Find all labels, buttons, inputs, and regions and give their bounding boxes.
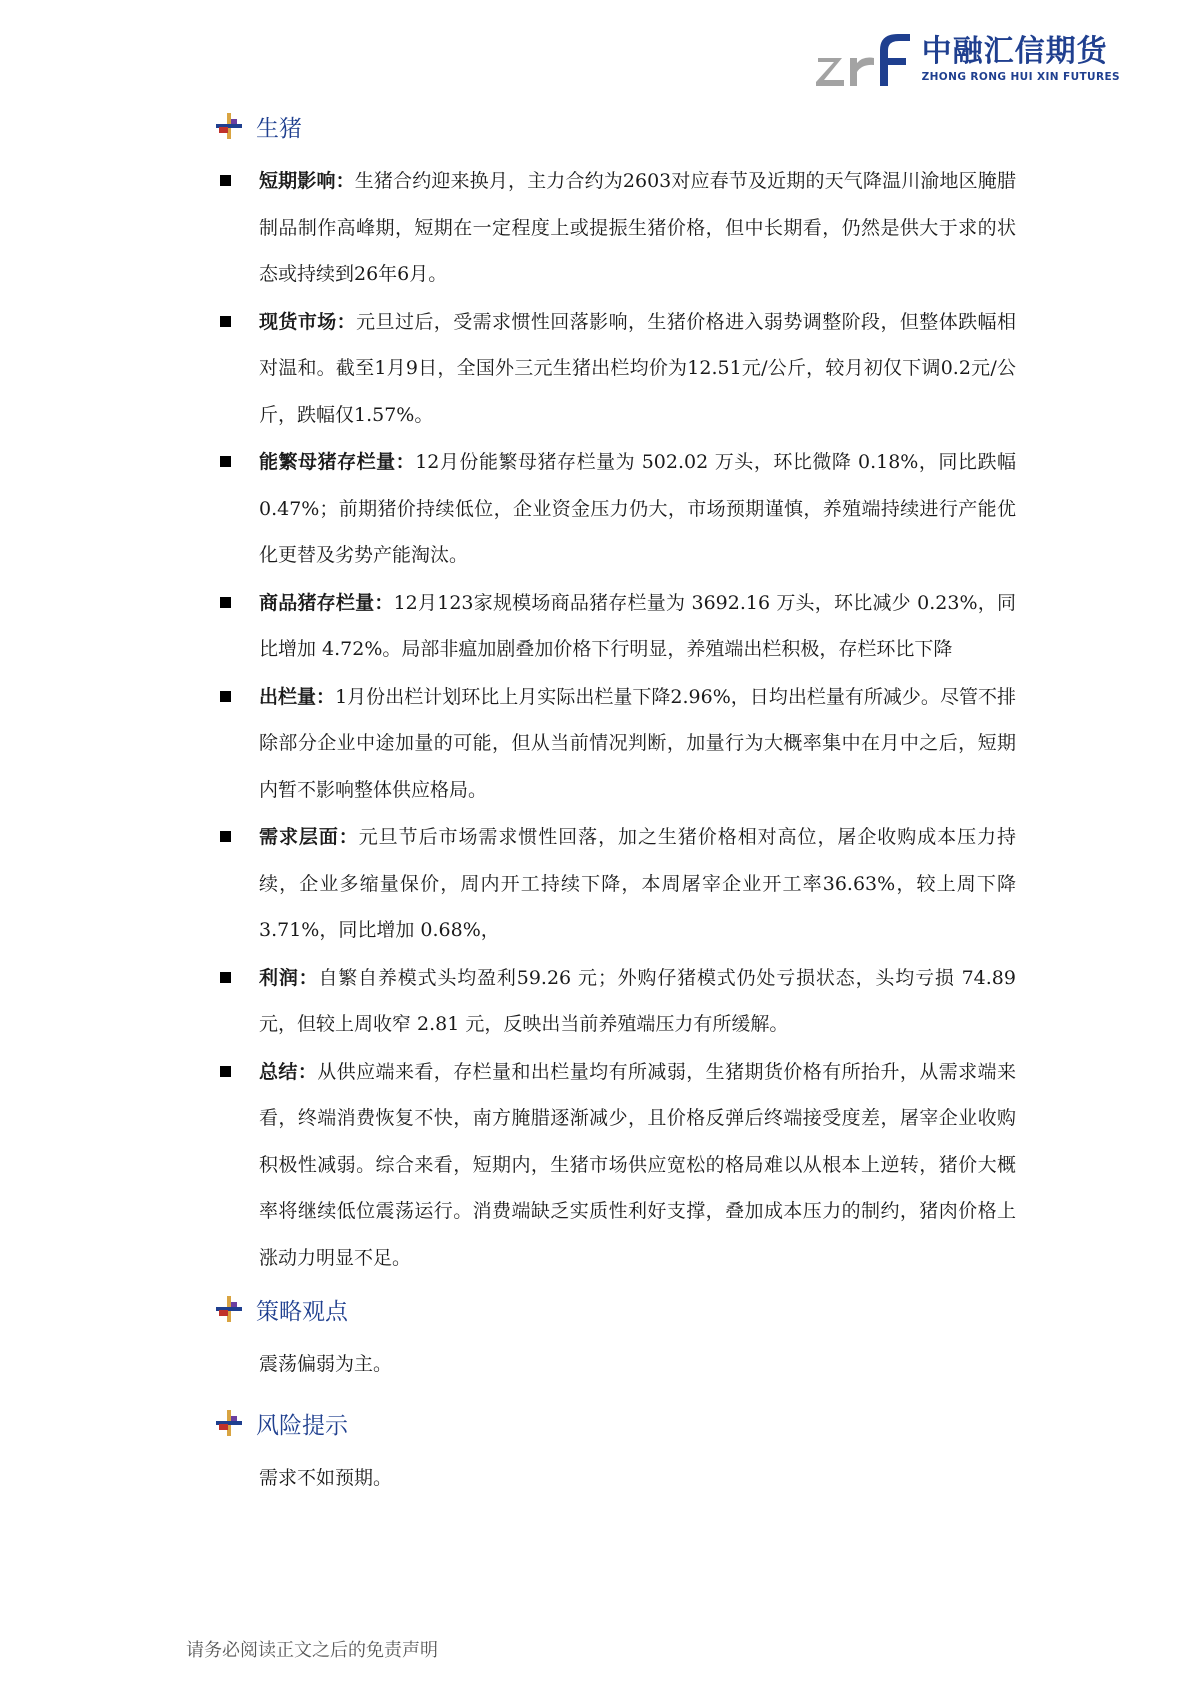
bullet-label: 能繁母猪存栏量： (259, 451, 416, 473)
report-content (216, 104, 1016, 1515)
bullet-demand (216, 814, 1016, 954)
logo-chinese-name: 中融汇信期货 (921, 34, 1108, 69)
square-bullet-icon (220, 691, 231, 702)
section-label: 策略观点 (256, 1298, 348, 1325)
strategy-text: 震荡偏弱为主。 (259, 1353, 393, 1375)
bullet-label: 出栏量： (259, 685, 336, 708)
section-label: 生猪 (256, 115, 302, 142)
bullet-sow-inventory (216, 439, 1016, 579)
bullet-label: 利润： (259, 966, 319, 989)
section-title-risk (216, 1401, 1016, 1445)
section-cross-icon (216, 1410, 242, 1436)
bullet-label: 短期影响： (259, 170, 355, 192)
risk-text: 需求不如预期。 (259, 1467, 393, 1489)
bullet-spot-market (216, 299, 1016, 439)
bullet-text: 12月123家规模场商品猪存栏量为 3692.16 万头，环比减少 0.23%，同比增加 4.72%。局部非瘟加剧叠加价格下行明显，养殖端出栏积极，存栏环比下降 (259, 591, 1016, 660)
square-bullet-icon (220, 1066, 231, 1077)
bullet-label: 需求层面： (259, 826, 359, 848)
bullet-text: 生猪合约迎来换月，主力合约为2603对应春节及近期的天气降温川渝地区腌腊制品制作高峰期，短期在一定程度上或提振生猪价格，但中长期看，仍然是供大于求的状态或持续到26年6月。 (259, 170, 1016, 285)
section-cross-icon (216, 113, 242, 139)
bullet-hog-inventory (216, 580, 1016, 673)
section-title-strategy (216, 1287, 1016, 1331)
section-title-pig (216, 104, 1016, 148)
bullet-short-term (216, 158, 1016, 298)
company-logo (816, 28, 1120, 90)
bullet-label: 总结： (259, 1060, 318, 1083)
bullet-label: 现货市场： (259, 310, 357, 333)
bullet-summary (216, 1049, 1016, 1282)
footer-disclaimer: 请务必阅读正文之后的免责声明 (186, 1640, 438, 1661)
square-bullet-icon (220, 972, 231, 983)
pig-bullet-list (216, 158, 1016, 1281)
bullet-text: 元旦节后市场需求惯性回落，加之生猪价格相对高位，屠企收购成本压力持续，企业多缩量保价，周内开工持续下降，本周屠宰企业开工率36.63%，较上周下降3.71%，同比增加 0.68%， (259, 826, 1016, 941)
square-bullet-icon (220, 316, 231, 327)
bullet-profit (216, 955, 1016, 1048)
bullet-text: 12月份能繁母猪存栏量为 502.02 万头，环比微降 0.18%，同比跌幅 0.47%；前期猪价持续低位，企业资金压力仍大，市场预期谨慎，养殖端持续进行产能优化更替及劣势产能淘汰。 (259, 451, 1016, 566)
bullet-label: 商品猪存栏量： (259, 591, 394, 614)
logo-english-name: ZHONG RONG HUI XIN FUTURES (921, 71, 1120, 83)
zrf-logo-mark (816, 28, 912, 90)
square-bullet-icon (220, 456, 231, 467)
bullet-text: 1月份出栏计划环比上月实际出栏量下降2.96%，日均出栏量有所减少。尽管不排除部分企业中途加量的可能，但从当前情况判断，加量行为大概率集中在月中之后，短期内暂不影响整体供应格局。 (259, 685, 1016, 801)
bullet-slaughter-volume (216, 674, 1016, 814)
bullet-text: 从供应端来看，存栏量和出栏量均有所减弱，生猪期货价格有所抬升，从需求端来看，终端消费恢复不快，南方腌腊逐渐减少，且价格反弹后终端接受度差，屠宰企业收购积极性减弱。综合来看，短期内，生猪市场供应宽松的格局难以从根本上逆转，猪价大概率将继续低位震荡运行。消费端缺乏实质性利好支撑，叠加成本压力的制约，猪肉价格上涨动力明显不足。 (259, 1060, 1016, 1269)
bullet-text: 自繁自养模式头均盈利59.26 元；外购仔猪模式仍处亏损状态，头均亏损 74.89 元，但较上周收窄 2.81 元，反映出当前养殖端压力有所缓解。 (259, 966, 1016, 1035)
square-bullet-icon (220, 831, 231, 842)
section-label: 风险提示 (256, 1412, 348, 1439)
bullet-text: 元旦过后，受需求惯性回落影响，生猪价格进入弱势调整阶段，但整体跌幅相对温和。截至1月9日，全国外三元生猪出栏均价为12.51元/公斤，较月初仅下调0.2元/公斤，跌幅仅1.57%。 (259, 310, 1016, 426)
section-cross-icon (216, 1296, 242, 1322)
square-bullet-icon (220, 175, 231, 186)
square-bullet-icon (220, 597, 231, 608)
